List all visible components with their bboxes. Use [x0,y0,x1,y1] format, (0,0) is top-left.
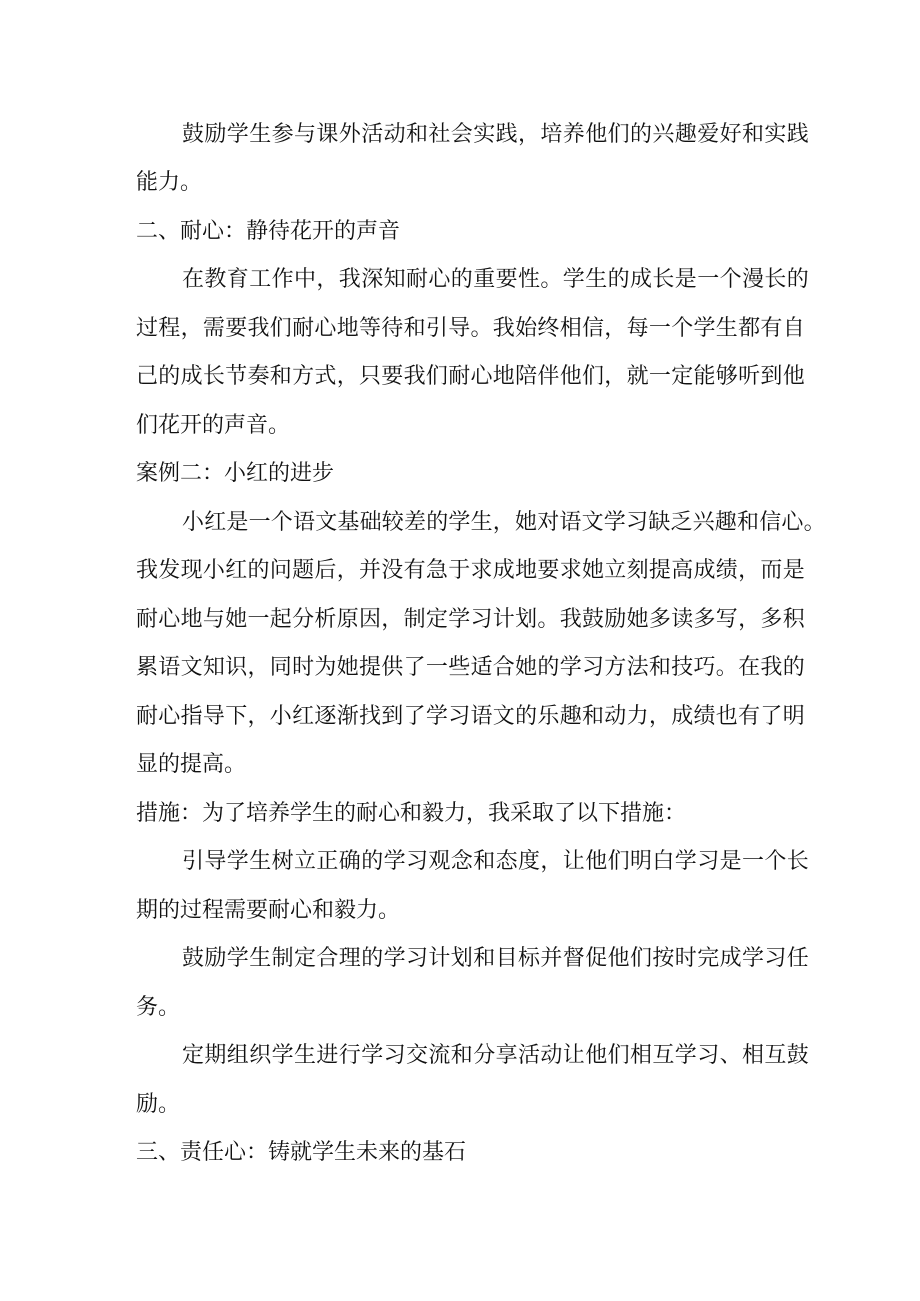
paragraph-line: 耐心地与她一起分析原因，制定学习计划。我鼓励她多读多写，多积 [136,607,806,632]
paragraph-line: 累语文知识，同时为她提供了一些适合她的学习方法和技巧。在我的 [136,655,806,680]
paragraph-line: 务。 [136,995,181,1020]
paragraph-line: 我发现小红的问题后，并没有急于求成地要求她立刻提高成绩，而是 [136,558,806,583]
paragraph-line: 引导学生树立正确的学习观念和态度，让他们明白学习是一个长 [182,849,810,874]
section-heading: 二、耐心：静待花开的声音 [136,219,401,244]
paragraph-line: 己的成长节奏和方式，只要我们耐心地陪伴他们，就一定能够听到他 [136,364,806,389]
paragraph-line: 过程，需要我们耐心地等待和引导。我始终相信，每一个学生都有自 [136,316,806,341]
paragraph-line: 显的提高。 [136,752,247,777]
measures-heading: 措施：为了培养学生的耐心和毅力，我采取了以下措施： [136,801,687,826]
paragraph-line: 在教育工作中，我深知耐心的重要性。学生的成长是一个漫长的 [182,267,810,292]
paragraph-line: 鼓励学生制定合理的学习计划和目标并督促他们按时完成学习任 [182,946,810,971]
paragraph-line: 期的过程需要耐心和毅力。 [136,898,401,923]
paragraph-line: 鼓励学生参与课外活动和社会实践，培养他们的兴趣爱好和实践 [182,122,810,147]
paragraph-line: 能力。 [136,170,203,195]
paragraph-line: 小红是一个语文基础较差的学生，她对语文学习缺乏兴趣和信心。 [182,510,826,535]
paragraph-line: 们花开的声音。 [136,413,291,438]
section-heading: 三、责任心：铸就学生未来的基石 [136,1140,467,1165]
paragraph-line: 耐心指导下，小红逐渐找到了学习语文的乐趣和动力，成绩也有了明 [136,704,806,729]
paragraph-line: 励。 [136,1092,181,1117]
case-heading: 案例二：小红的进步 [136,461,335,486]
paragraph-line: 定期组织学生进行学习交流和分享活动让他们相互学习、相互鼓 [182,1043,810,1068]
